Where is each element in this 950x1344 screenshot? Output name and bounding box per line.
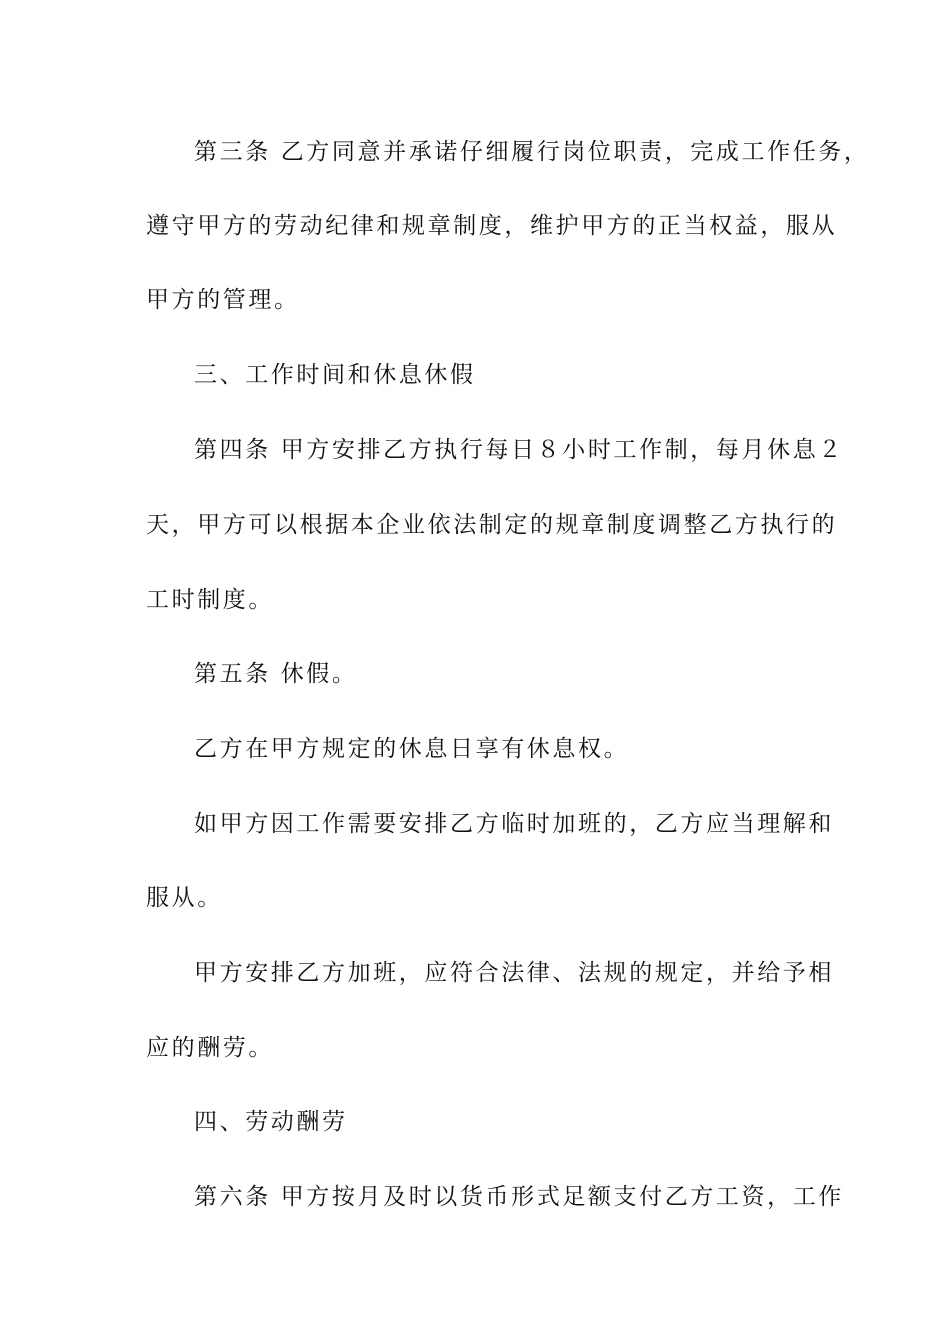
- article-5-paragraph-2-line-1: 如甲方因工作需要安排乙方临时加班的，乙方应当理解和: [194, 811, 834, 837]
- section-3-heading: 三、工作时间和休息休假: [194, 362, 476, 388]
- article-5-paragraph-1: 乙方在甲方规定的休息日享有休息权。: [194, 736, 630, 762]
- article-3-line-2: 遵守甲方的劳动纪律和规章制度，维护甲方的正当权益，服从: [146, 213, 838, 239]
- article-4-line-2: 天，甲方可以根据本企业依法制定的规章制度调整乙方执行的: [146, 512, 838, 538]
- article-5-paragraph-3-line-1: 甲方安排乙方加班，应符合法律、法规的规定，并给予相: [194, 960, 834, 986]
- article-6-line-1: 第六条 甲方按月及时以货币形式足额支付乙方工资，工作: [194, 1184, 844, 1210]
- article-4-line-1: 第四条 甲方安排乙方执行每日８小时工作制，每月休息２: [194, 437, 844, 463]
- article-3-line-1: 第三条 乙方同意并承诺仔细履行岗位职责，完成工作任务，: [194, 139, 870, 165]
- article-5-paragraph-2-line-2: 服从。: [146, 885, 223, 911]
- section-4-heading: 四、劳动酬劳: [194, 1109, 348, 1135]
- article-3-line-3: 甲方的管理。: [146, 287, 300, 313]
- article-4-line-3: 工时制度。: [146, 587, 274, 613]
- article-5-paragraph-3-line-2: 应的酬劳。: [146, 1035, 274, 1061]
- article-5-heading: 第五条 休假。: [194, 661, 358, 687]
